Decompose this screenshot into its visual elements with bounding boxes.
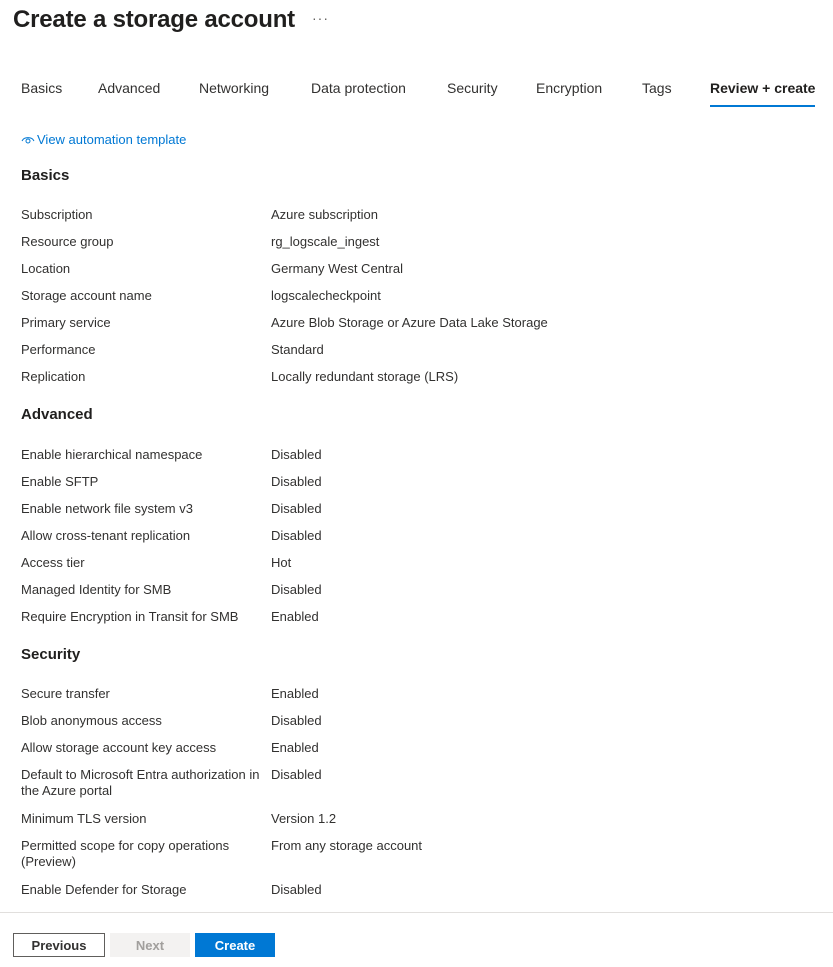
tab-networking[interactable]: Networking — [199, 80, 270, 96]
row-label: Subscription — [21, 207, 93, 222]
row-value: rg_logscale_ingest — [271, 234, 380, 249]
row-label: Access tier — [21, 555, 85, 570]
row-value: Version 1.2 — [271, 811, 337, 826]
row-label: Permitted scope for copy operations (Preview) — [21, 838, 230, 869]
row-value: Disabled — [271, 474, 322, 489]
eye-icon — [21, 135, 35, 145]
section-title-security: Security — [21, 646, 81, 663]
row-label: Blob anonymous access — [21, 713, 162, 728]
row-label: Performance — [21, 342, 96, 357]
row-value: Standard — [271, 342, 324, 357]
row-label: Enable Defender for Storage — [21, 882, 187, 897]
row-label: Enable SFTP — [21, 474, 99, 489]
row-value: Enabled — [271, 686, 319, 701]
row-value: Disabled — [271, 501, 322, 516]
row-value: Azure Blob Storage or Azure Data Lake Storage — [271, 315, 548, 330]
row-value: Disabled — [271, 528, 322, 543]
tab-basics[interactable]: Basics — [21, 80, 63, 96]
row-label: Managed Identity for SMB — [21, 582, 172, 597]
row-value: Disabled — [271, 882, 322, 897]
more-options-icon[interactable]: ··· — [312, 10, 329, 26]
row-value: logscalecheckpoint — [271, 288, 381, 303]
row-label: Enable network file system v3 — [21, 501, 193, 516]
row-value: Enabled — [271, 609, 319, 624]
tab-advanced[interactable]: Advanced — [98, 80, 161, 96]
row-value: Hot — [271, 555, 292, 570]
row-value: From any storage account — [271, 838, 423, 853]
row-label: Minimum TLS version — [21, 811, 147, 826]
row-label: Storage account name — [21, 288, 152, 303]
create-button[interactable]: Create — [195, 933, 275, 957]
tab-security[interactable]: Security — [447, 80, 498, 96]
row-label: Default to Microsoft Entra authorization in the Azure portal — [21, 767, 260, 798]
row-value: Locally redundant storage (LRS) — [271, 369, 459, 384]
row-label: Location — [21, 261, 71, 276]
row-label: Secure transfer — [21, 686, 110, 701]
row-value: Disabled — [271, 447, 322, 462]
footer-divider — [0, 912, 833, 913]
section-title-advanced: Advanced — [21, 406, 93, 423]
tab-encryption[interactable]: Encryption — [536, 80, 603, 96]
page-title: Create a storage account — [13, 6, 295, 33]
next-button: Next — [110, 933, 190, 957]
tab-data-protection[interactable]: Data protection — [311, 80, 406, 96]
tab-tags[interactable]: Tags — [642, 80, 672, 96]
row-label: Enable hierarchical namespace — [21, 447, 203, 462]
row-label: Resource group — [21, 234, 114, 249]
row-value: Disabled — [271, 713, 322, 728]
row-value: Germany West Central — [271, 261, 403, 276]
section-title-basics: Basics — [21, 167, 70, 184]
row-value: Disabled — [271, 582, 322, 597]
row-value: Disabled — [271, 767, 322, 782]
row-label: Primary service — [21, 315, 111, 330]
row-label: Require Encryption in Transit for SMB — [21, 609, 239, 624]
row-label: Replication — [21, 369, 86, 384]
row-value: Azure subscription — [271, 207, 378, 222]
row-value: Enabled — [271, 740, 319, 755]
view-automation-template-label: View automation template — [37, 132, 187, 147]
view-automation-template-link[interactable] — [21, 132, 186, 147]
row-label: Allow storage account key access — [21, 740, 217, 755]
row-label: Allow cross-tenant replication — [21, 528, 191, 543]
previous-button[interactable]: Previous — [13, 933, 105, 957]
tab-review-create[interactable]: Review + create — [710, 80, 815, 108]
